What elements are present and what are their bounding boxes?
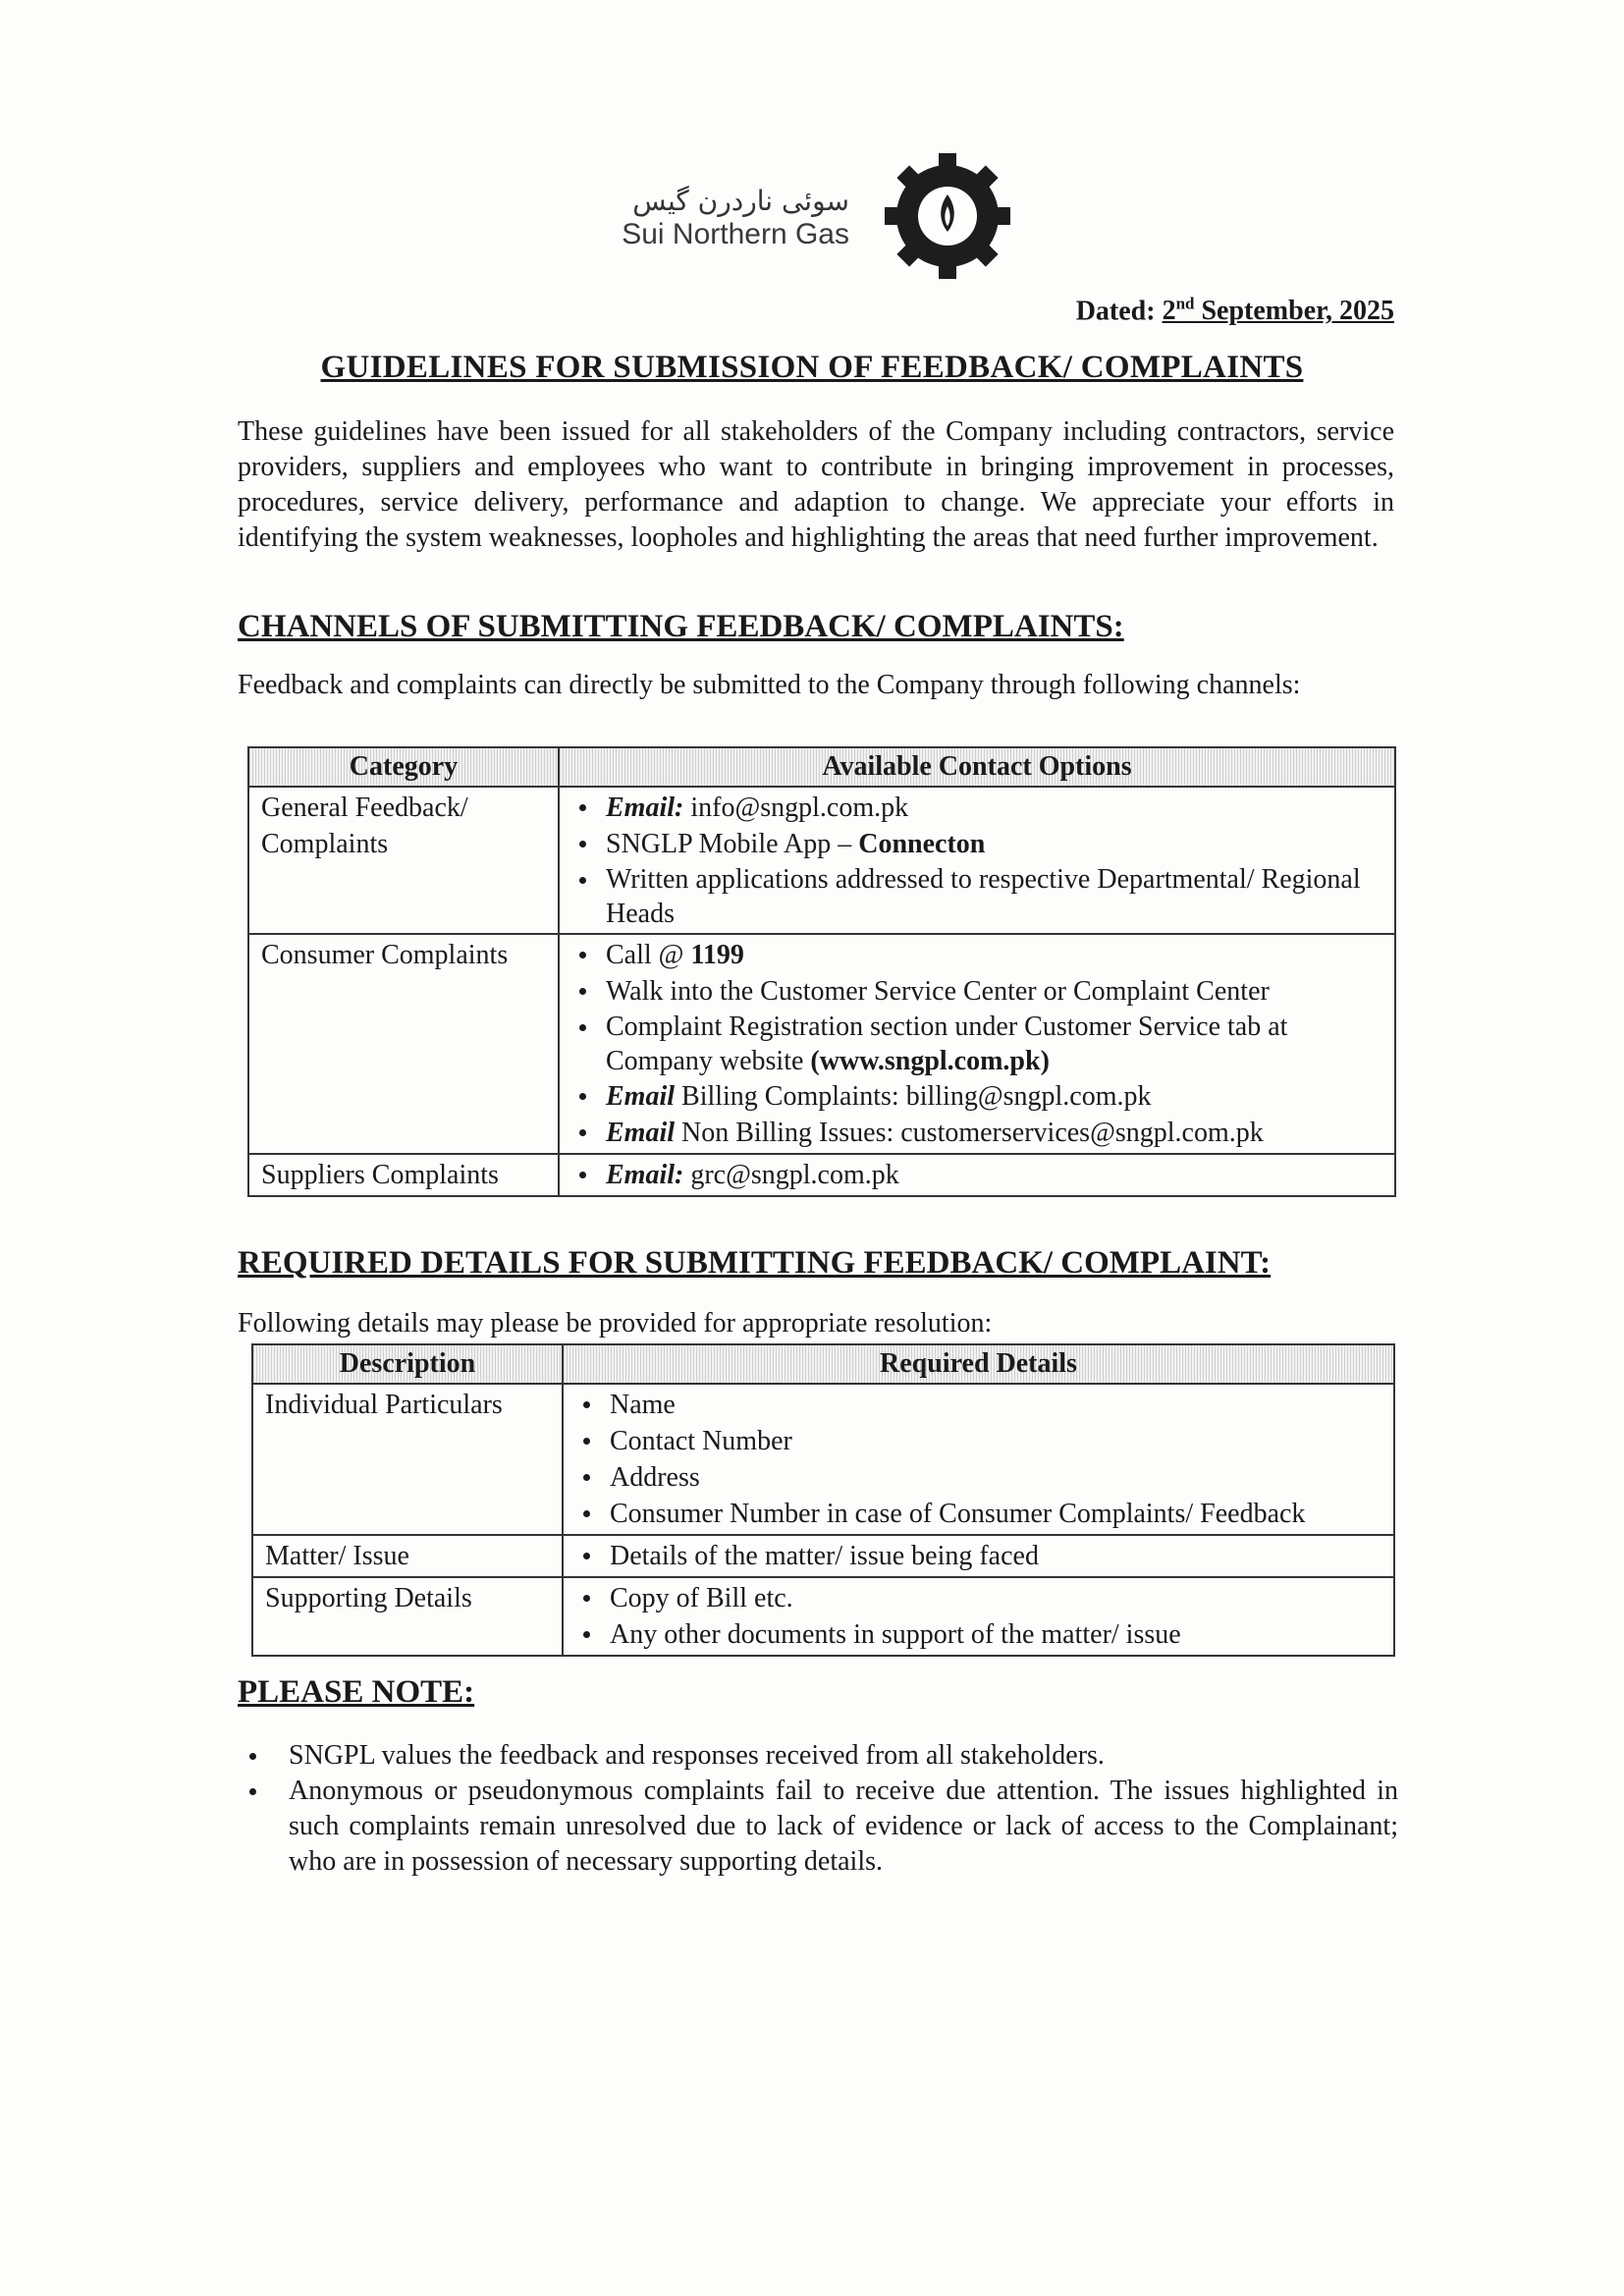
details-cell [563,1384,1394,1535]
list-item: Contact Number [575,1423,1385,1459]
table-row [248,934,1395,1154]
list-item [571,937,1386,973]
date-day: 2 [1162,296,1176,327]
category-cell: General Feedback/ Complaints [248,787,559,934]
list-item: Name [575,1387,1385,1423]
column-header-category: Category [248,747,559,787]
date-value [1163,296,1394,326]
list-item: Copy of Bill etc. [575,1580,1385,1616]
options-list [571,937,1386,1151]
list-item: Details of the matter/ issue being faced [575,1538,1385,1574]
list-item [571,826,1386,862]
list-item [571,790,1386,826]
logo-urdu-name: سوئی ناردرن گیس [632,185,849,217]
details-list [575,1387,1385,1532]
date-label: Dated: [1075,296,1156,327]
billing-label: Email [606,1081,676,1112]
intro-paragraph: These guidelines have been issued for all stakeholders of the Company including contractors, service providers, suppliers and employees who want to contribute in bringing improvement in processes, procedures, service delivery, performance and adaption to change. We appreciate your efforts in identifying the system weaknesses, loopholes and highlighting the areas that need further improvement. [238,416,1394,553]
list-item: Any other documents in support of the matter/ issue [575,1616,1385,1653]
table-row [252,1535,1394,1577]
required-details-heading: REQUIRED DETAILS FOR SUBMITTING FEEDBACK/ COMPLAINT: [238,1245,1272,1281]
options-cell [559,1154,1395,1196]
list-item [571,1010,1386,1078]
table-row [248,1154,1395,1196]
list-item: Walk into the Customer Service Center or Complaint Center [571,973,1386,1010]
email-label: Email: [606,1160,684,1190]
column-header-details: Required Details [563,1344,1394,1384]
details-list [575,1538,1385,1574]
list-item: Written applications addressed to respective Departmental/ Regional Heads [571,862,1386,931]
app-name: Connecton [858,829,986,859]
list-item: Address [575,1459,1385,1496]
company-logo [584,147,1016,285]
channels-heading: CHANNELS OF SUBMITTING FEEDBACK/ COMPLAINTS: [238,609,1124,644]
details-cell [563,1535,1394,1577]
nonbilling-text: Non Billing Issues: customerservices@sngpl.com.pk [681,1118,1264,1148]
options-list [571,1157,1386,1193]
description-cell: Individual Particulars [252,1384,563,1535]
list-item: SNGPL values the feedback and responses received from all stakeholders. [238,1738,1398,1774]
document-title: GUIDELINES FOR SUBMISSION OF FEEDBACK/ COMPLAINTS [320,350,1304,385]
logo-english-name: Sui Northern Gas [622,218,849,250]
list-item: Consumer Number in case of Consumer Complaints/ Feedback [575,1496,1385,1532]
table-header-row [248,747,1395,787]
category-cell: Consumer Complaints [248,934,559,1154]
email-value: grc@sngpl.com.pk [690,1160,899,1190]
registration-text: Complaint Registration section under Customer Service tab at Company website [606,1011,1288,1076]
details-cell [563,1577,1394,1656]
table-row [252,1577,1394,1656]
billing-text: Billing Complaints: billing@sngpl.com.pk [681,1081,1152,1112]
options-cell [559,787,1395,934]
required-details-table [251,1343,1395,1657]
call-number: 1199 [690,940,744,970]
list-item [571,1115,1386,1151]
nonbilling-label: Email [606,1118,676,1148]
description-cell: Supporting Details [252,1577,563,1656]
column-header-description: Description [252,1344,563,1384]
notes-list [238,1738,1398,1880]
options-cell [559,934,1395,1154]
logo-text [622,185,849,251]
channels-paragraph: Feedback and complaints can directly be submitted to the Company through following channels: [238,670,1301,700]
list-item [571,1078,1386,1115]
category-cell: Suppliers Complaints [248,1154,559,1196]
table-row [252,1384,1394,1535]
website-link: (www.sngpl.com.pk) [810,1046,1050,1076]
email-label: Email: [606,793,684,823]
call-text: Call @ [606,940,684,970]
required-details-paragraph: Following details may please be provided for appropriate resolution: [238,1308,993,1339]
document-date [1076,295,1394,327]
channels-table [247,746,1396,1197]
date-month-year: September, 2025 [1201,296,1394,327]
details-list [575,1580,1385,1653]
email-value: info@sngpl.com.pk [690,793,909,823]
table-header-row [252,1344,1394,1384]
list-item: Anonymous or pseudonymous complaints fail to receive due attention. The issues highlighted in such complaints remain unresolved due to lack of evidence or lack of access to the Complainant; who are in possession of necessary supporting details. [238,1774,1398,1880]
date-suffix: nd [1175,295,1195,313]
please-note-heading: PLEASE NOTE: [238,1674,475,1710]
app-text: SNGLP Mobile App – [606,829,852,859]
table-row [248,787,1395,934]
options-list [571,790,1386,931]
list-item [571,1157,1386,1193]
column-header-options: Available Contact Options [559,747,1395,787]
description-cell: Matter/ Issue [252,1535,563,1577]
gear-flame-emblem-icon [879,147,1016,285]
